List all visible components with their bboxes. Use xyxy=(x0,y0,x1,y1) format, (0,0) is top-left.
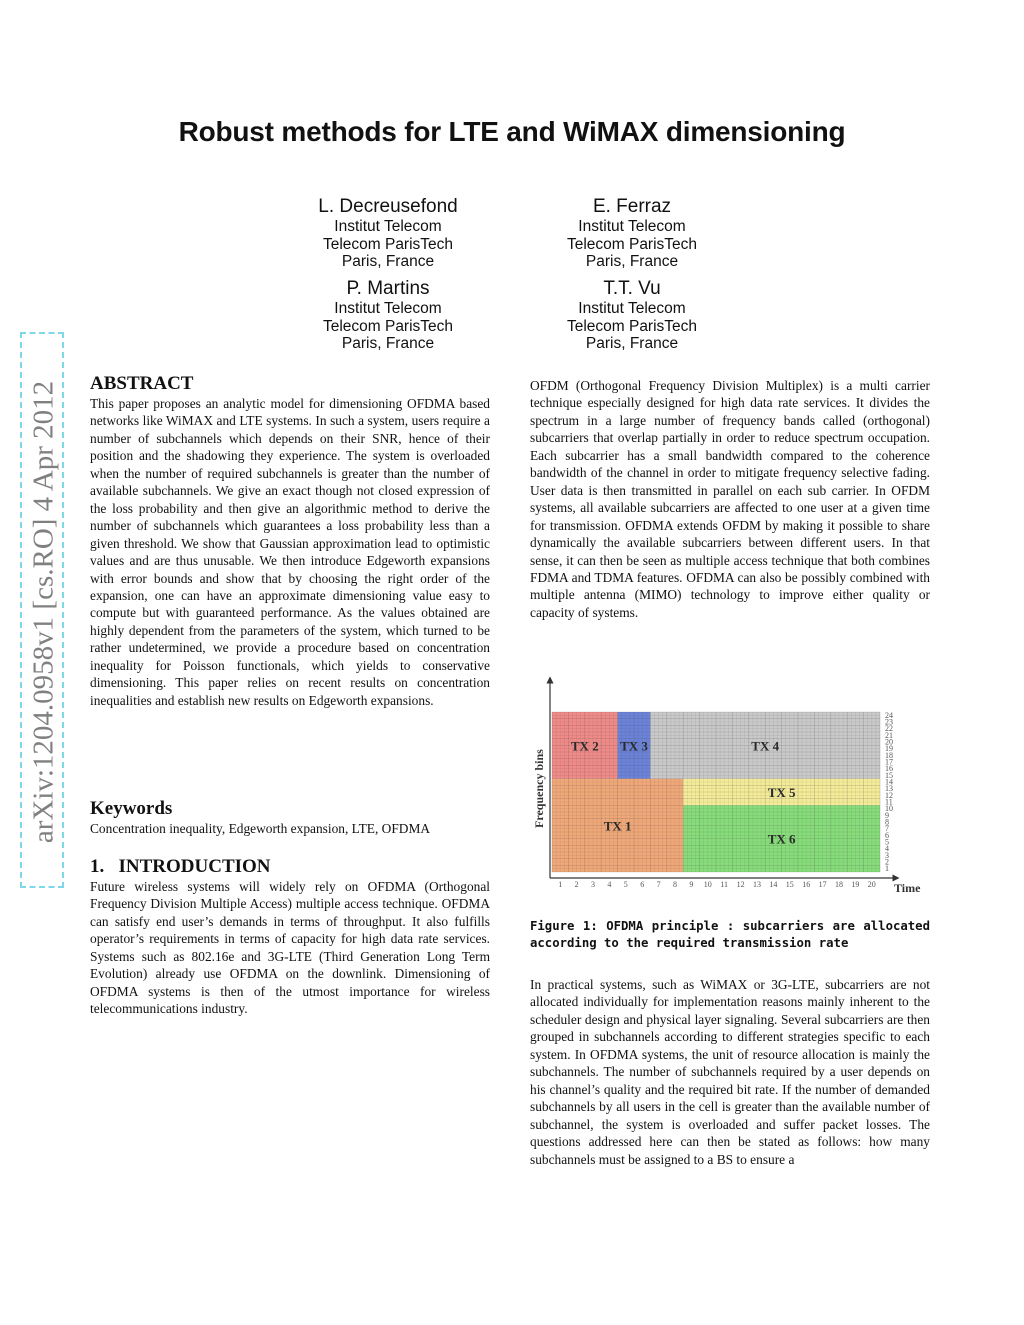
y-tick-label: 1 xyxy=(885,864,889,874)
x-tick-label: 9 xyxy=(689,880,694,889)
y-tick-label: 5 xyxy=(885,837,889,847)
author-block xyxy=(512,196,752,271)
author-affiliation: Telecom ParisTech xyxy=(322,317,454,335)
y-tick-label: 24 xyxy=(885,710,893,720)
keywords-section xyxy=(90,798,520,837)
x-tick-label: 3 xyxy=(591,880,595,889)
author-block xyxy=(268,196,508,271)
x-tick-label: 10 xyxy=(703,880,712,889)
y-tick-label: 11 xyxy=(885,797,893,807)
y-tick-label: 9 xyxy=(885,810,889,820)
author-location: Paris, France xyxy=(585,253,679,270)
y-tick-label: 16 xyxy=(885,764,893,774)
x-tick-label: 6 xyxy=(640,880,645,889)
allocation-label-tx-4: TX 4 xyxy=(751,738,780,754)
y-tick-label: 13 xyxy=(885,784,893,794)
author-location: Paris, France xyxy=(341,335,435,352)
introduction-text: Future wireless systems will widely rely on OFDMA (Orthogonal Frequency Division Multiple Access) multiple access technique. OFDMA can satisfy end user’s demands in terms of throughput. It also fulfills operator’s requirements in terms of capacity for high data rate services. Systems such as 802.16e and 3G-LTE (Third Generation Long Term Evolution) already use OFDMA on the downlink. Dimensioning of OFDMA systems is then of the utmost importance for wireless telecommunications industry. xyxy=(90,879,490,1017)
y-tick-label: 12 xyxy=(885,790,893,800)
author-block xyxy=(268,278,508,353)
ofdm-paragraph: OFDM (Orthogonal Frequency Division Multiplex) is a multi carrier technique especially designed for high data rate services. It divides the spectrum in a large number of frequency bands called (orthogonal) subcarriers that overlap partially in order to reduce spectrum occupation. Each subcarrier has a small bandwidth compared to the coherence bandwidth of the channel in order to mitigate frequency selective fading. User data is then transmitted in parallel on each sub carrier. In OFDM systems, all available subcarriers are affected to one user at a given time for transmission. OFDMA extends OFDM by making it possible to share dynamically the available subcarriers between different users. In that sense, it can then be seen as multiple access technique that both combines FDMA and TDMA features. OFDMA can also be possibly combined with multiple antenna (MIMO) technology to improve either quality or capacity of systems. xyxy=(530,378,930,620)
y-tick-label: 10 xyxy=(885,804,893,814)
ofdma-figure xyxy=(528,672,938,900)
x-tick-label: 8 xyxy=(673,880,677,889)
author-name: T.T. Vu xyxy=(603,278,661,299)
introduction-heading: 1. INTRODUCTION xyxy=(90,856,271,877)
keywords-heading: Keywords xyxy=(90,798,173,819)
y-tick-label: 4 xyxy=(885,844,889,854)
paper-title: Robust methods for LTE and WiMAX dimensioning xyxy=(178,116,846,147)
author-affiliation: Institut Telecom xyxy=(578,300,686,317)
y-tick-label: 19 xyxy=(885,744,893,754)
x-tick-label: 2 xyxy=(574,880,579,889)
author-name: L. Decreusefond xyxy=(318,196,458,217)
author-affiliation: Institut Telecom xyxy=(334,300,442,317)
y-tick-label: 23 xyxy=(885,717,893,727)
x-tick-label: 19 xyxy=(851,880,860,889)
y-tick-label: 17 xyxy=(885,757,893,767)
subchannel-paragraph: In practical systems, such as WiMAX or 3G-LTE, subcarriers are not allocated individually for implementation reasons mainly inherent to the scheduler design and physical layer signaling. Several subcarriers are then grouped in subchannels according to different strategies specific to each system. In OFDMA systems, the unit of resource allocation is mainly the subchannels. The number of subchannels required by a user depends on his channel’s quality and the required bit rate. If the number of demanded subchannels by all users in the cell is greater than the available number of subchannel, the system is overloaded and suffer packet losses. The questions addressed here can then be stated as follows: how many subchannels must be assigned to a BS to ensure a xyxy=(530,977,930,1167)
y-tick-label: 14 xyxy=(885,777,893,787)
x-tick-label: 17 xyxy=(818,880,827,889)
allocation-label-tx-2: TX 2 xyxy=(570,738,599,754)
y-tick-label: 21 xyxy=(885,730,893,740)
y-axis-label: Frequency bins xyxy=(532,749,546,828)
x-tick-label: 15 xyxy=(785,880,794,889)
author-block xyxy=(512,278,752,353)
abstract-heading: ABSTRACT xyxy=(90,373,194,394)
allocation-label-tx-3: TX 3 xyxy=(620,738,648,754)
y-tick-label: 8 xyxy=(885,817,889,827)
x-tick-label: 14 xyxy=(769,880,778,889)
author-affiliation: Telecom ParisTech xyxy=(566,235,698,253)
y-tick-label: 18 xyxy=(885,750,893,760)
y-tick-label: 3 xyxy=(885,850,889,860)
author-location: Paris, France xyxy=(341,253,435,270)
y-tick-label: 2 xyxy=(885,857,889,867)
x-tick-label: 18 xyxy=(835,880,843,889)
author-affiliation: Telecom ParisTech xyxy=(322,235,454,253)
arxiv-identifier: arXiv:1204.0958v1 [cs.RO] 4 Apr 2012 xyxy=(27,380,60,844)
x-tick-label: 1 xyxy=(558,880,563,889)
x-tick-label: 4 xyxy=(607,880,612,889)
x-tick-label: 16 xyxy=(802,880,811,889)
author-location: Paris, France xyxy=(585,335,679,352)
x-tick-label: 11 xyxy=(720,880,729,889)
y-tick-label: 22 xyxy=(885,724,893,734)
allocation-label-tx-5: TX 5 xyxy=(767,785,796,800)
x-tick-label: 13 xyxy=(753,880,761,889)
x-tick-label: 7 xyxy=(656,880,661,889)
y-tick-label: 6 xyxy=(885,830,889,840)
allocation-label-tx-1: TX 1 xyxy=(603,818,632,834)
author-name: E. Ferraz xyxy=(592,196,672,217)
x-axis-label: Time xyxy=(894,881,921,895)
author-affiliation: Institut Telecom xyxy=(334,218,442,235)
introduction-section xyxy=(90,856,490,1018)
allocation-label-tx-6: TX 6 xyxy=(767,831,796,847)
arxiv-sidebar xyxy=(20,332,64,888)
left-column xyxy=(90,373,490,709)
x-tick-label: 5 xyxy=(623,880,628,889)
y-tick-label: 15 xyxy=(885,770,893,780)
author-name: P. Martins xyxy=(346,278,430,299)
author-affiliation: Institut Telecom xyxy=(578,218,686,235)
x-tick-label: 12 xyxy=(736,880,745,889)
y-tick-label: 20 xyxy=(885,737,893,747)
abstract-text: This paper proposes an analytic model for dimensioning OFDMA based networks like WiMAX and LTE systems. In such a system, users require a number of subchannels which depends on their SNR, hence of their position and the shadowing they experience. The system is overloaded when the number of required subchannels is greater than the number of available subchannels. We give an exact though not closed expression of the loss probability and then give an algorithmic method to derive the number of subchannels which guarantees a loss probability less than a given threshold. We show that Gaussian approximation lead to optimistic values and are thus unusable. We then introduce Edgeworth expansions with error bounds and show that by choosing the right order of the expansion, one can have an approximate dimensioning value easy to compute but with guaranteed performance. As the values obtained are highly dependent from the parameters of the system, which turned to be rather undetermined, we provide a procedure based on concentration inequality for Poisson functionals, which yields to conservative dimensioning. This paper relies on recent results on concentration inequalities and establish new results on Edgeworth expansions. xyxy=(90,396,490,708)
x-tick-label: 20 xyxy=(867,880,876,889)
keywords-text: Concentration inequality, Edgeworth expansion, LTE, OFDMA xyxy=(90,821,431,836)
author-affiliation: Telecom ParisTech xyxy=(566,317,698,335)
figure-caption: Figure 1: OFDMA principle : subcarriers are allocated according to the required transmission rate xyxy=(530,919,930,950)
y-tick-label: 7 xyxy=(885,824,889,834)
